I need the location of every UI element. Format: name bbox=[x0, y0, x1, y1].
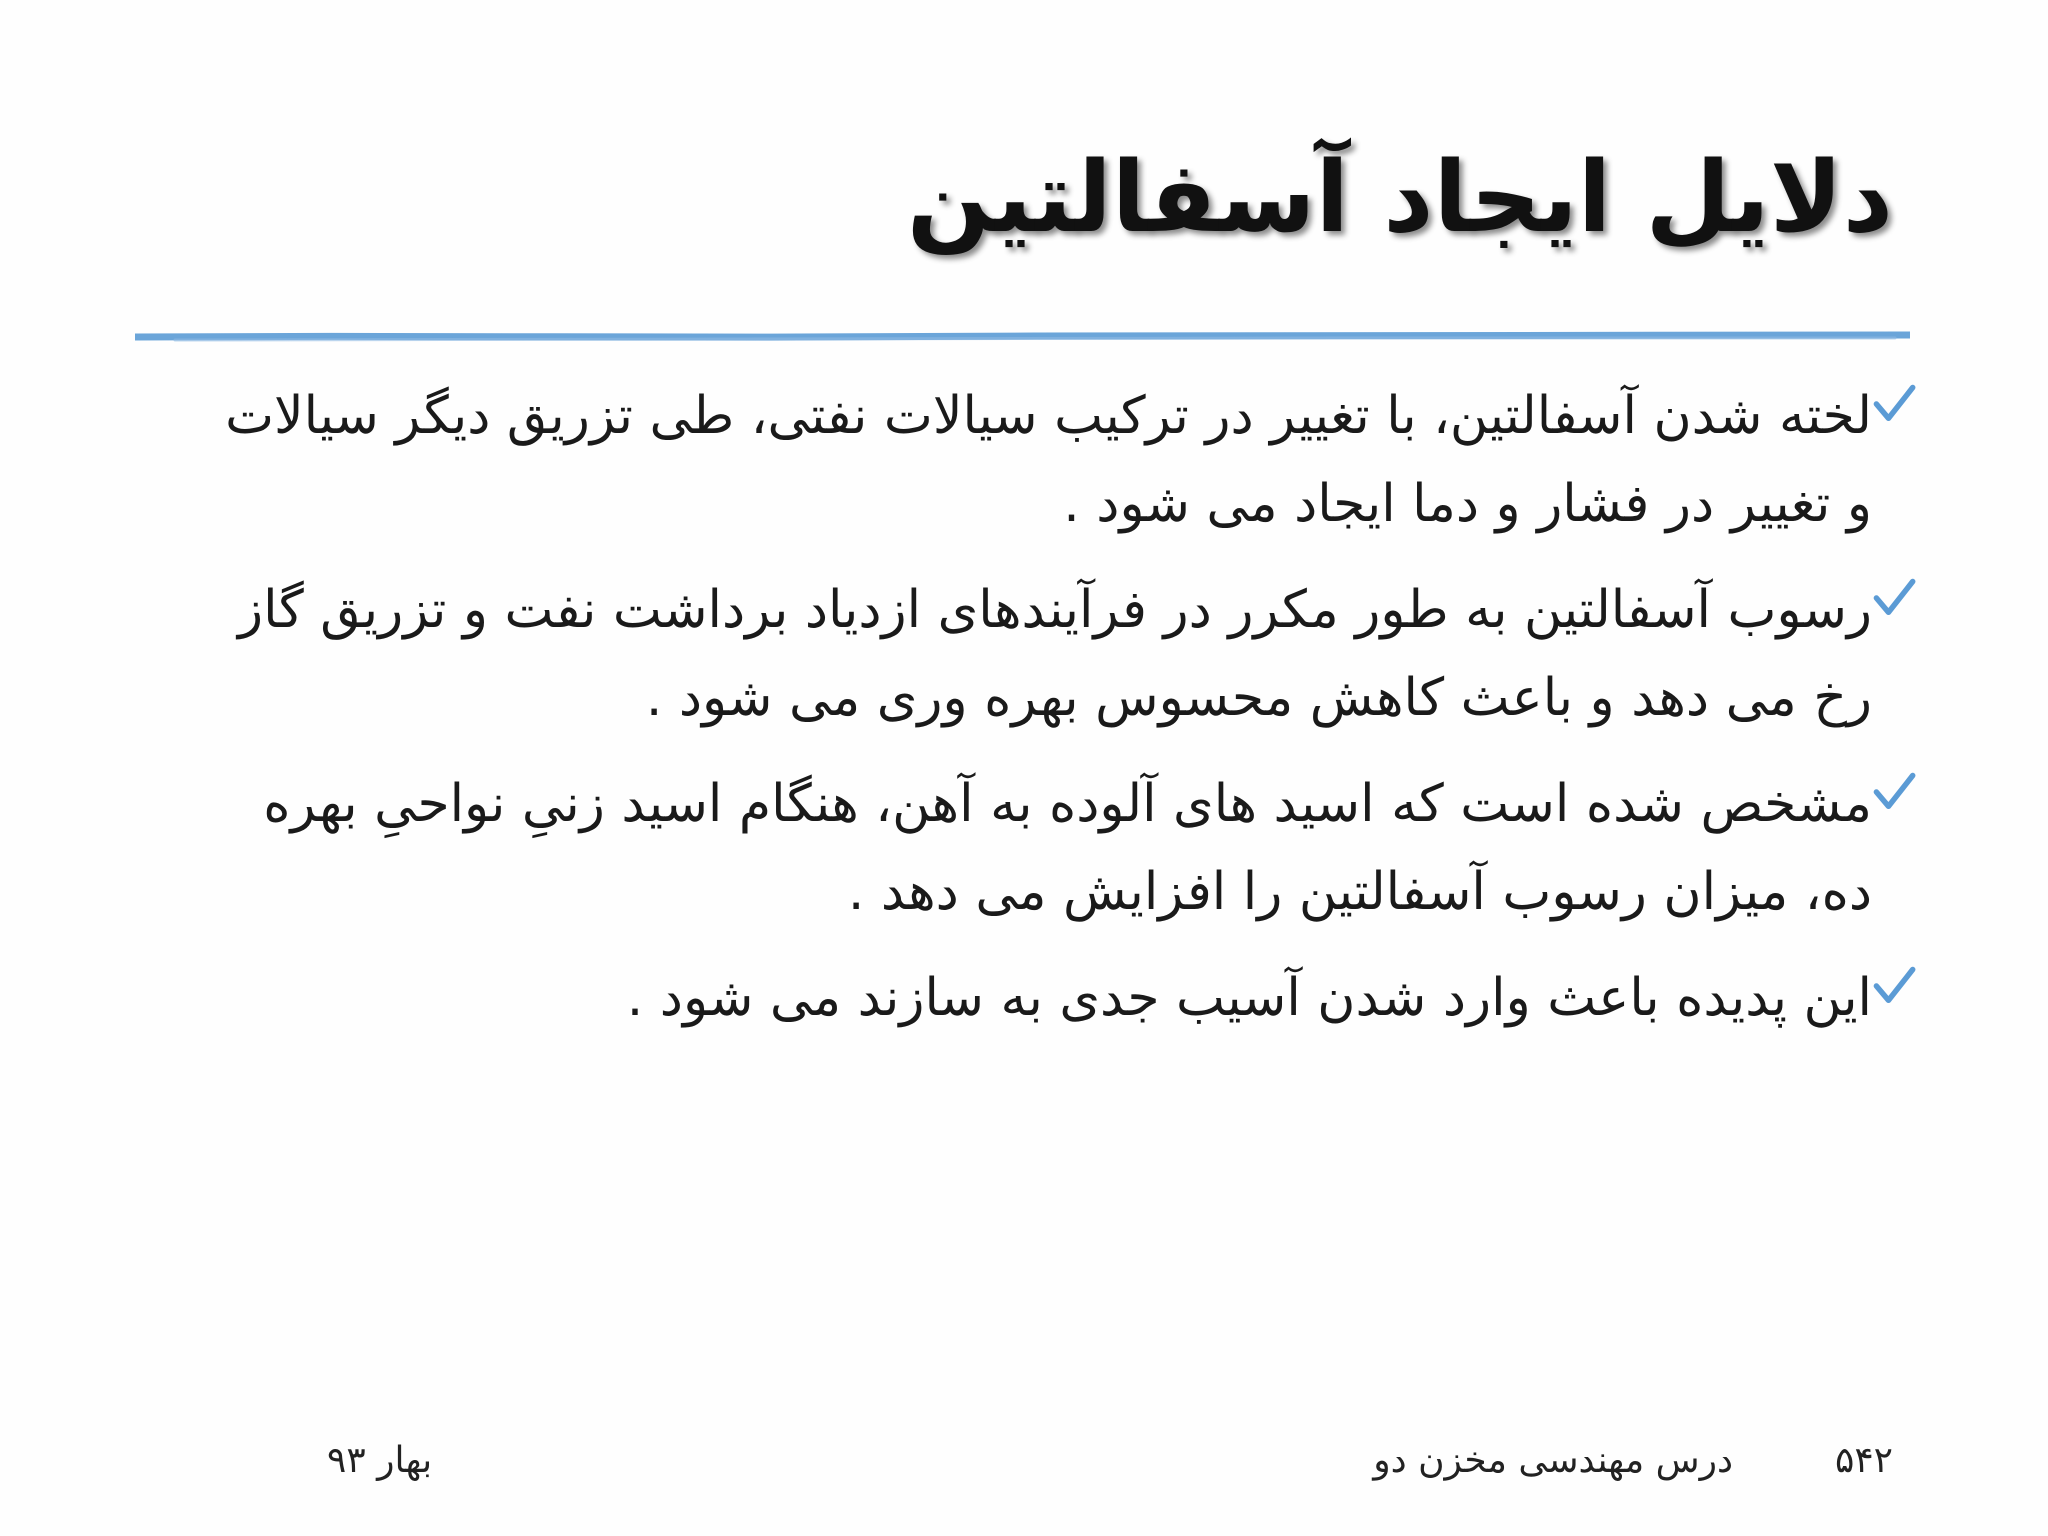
bullet-item bbox=[210, 760, 1910, 936]
page-number: ۵۴۲ bbox=[1834, 1440, 1893, 1481]
bullet-item bbox=[210, 954, 1910, 1042]
bullet-item bbox=[210, 566, 1910, 742]
footer-date: بهار ۹۳ bbox=[327, 1440, 433, 1481]
checkmark-icon bbox=[1872, 964, 1916, 1008]
bullet-item bbox=[210, 372, 1910, 548]
bullet-text: لخته شدن آسفالتین، با تغییر در ترکیب سیالات نفتی، طی تزریق دیگر سیالات و تغییر در فشار و دما ایجاد می شود . bbox=[225, 386, 1872, 534]
slide-title: دلایل ایجاد آسفالتین bbox=[906, 141, 1893, 255]
bullet-list bbox=[210, 372, 1910, 1060]
course-name: درس مهندسی مخزن دو bbox=[1373, 1440, 1733, 1481]
checkmark-icon bbox=[1872, 770, 1916, 814]
bullet-text: رسوب آسفالتین به طور مکرر در فرآیندهای ازدیاد برداشت نفت و تزریق گاز رخ می دهد و باعث کاهش محسوس بهره وری می شود . bbox=[238, 580, 1872, 728]
bullet-text: مشخص شده است که اسید های آلوده به آهن، هنگام اسید زنیِ نواحیِ بهره ده، میزان رسوب آسفالتین را افزایش می دهد . bbox=[263, 774, 1872, 922]
checkmark-icon bbox=[1872, 382, 1916, 426]
bullet-text: این پدیده باعث وارد شدن آسیب جدی به سازند می شود . bbox=[626, 968, 1872, 1028]
checkmark-icon bbox=[1872, 576, 1916, 620]
title-divider bbox=[135, 326, 1910, 348]
